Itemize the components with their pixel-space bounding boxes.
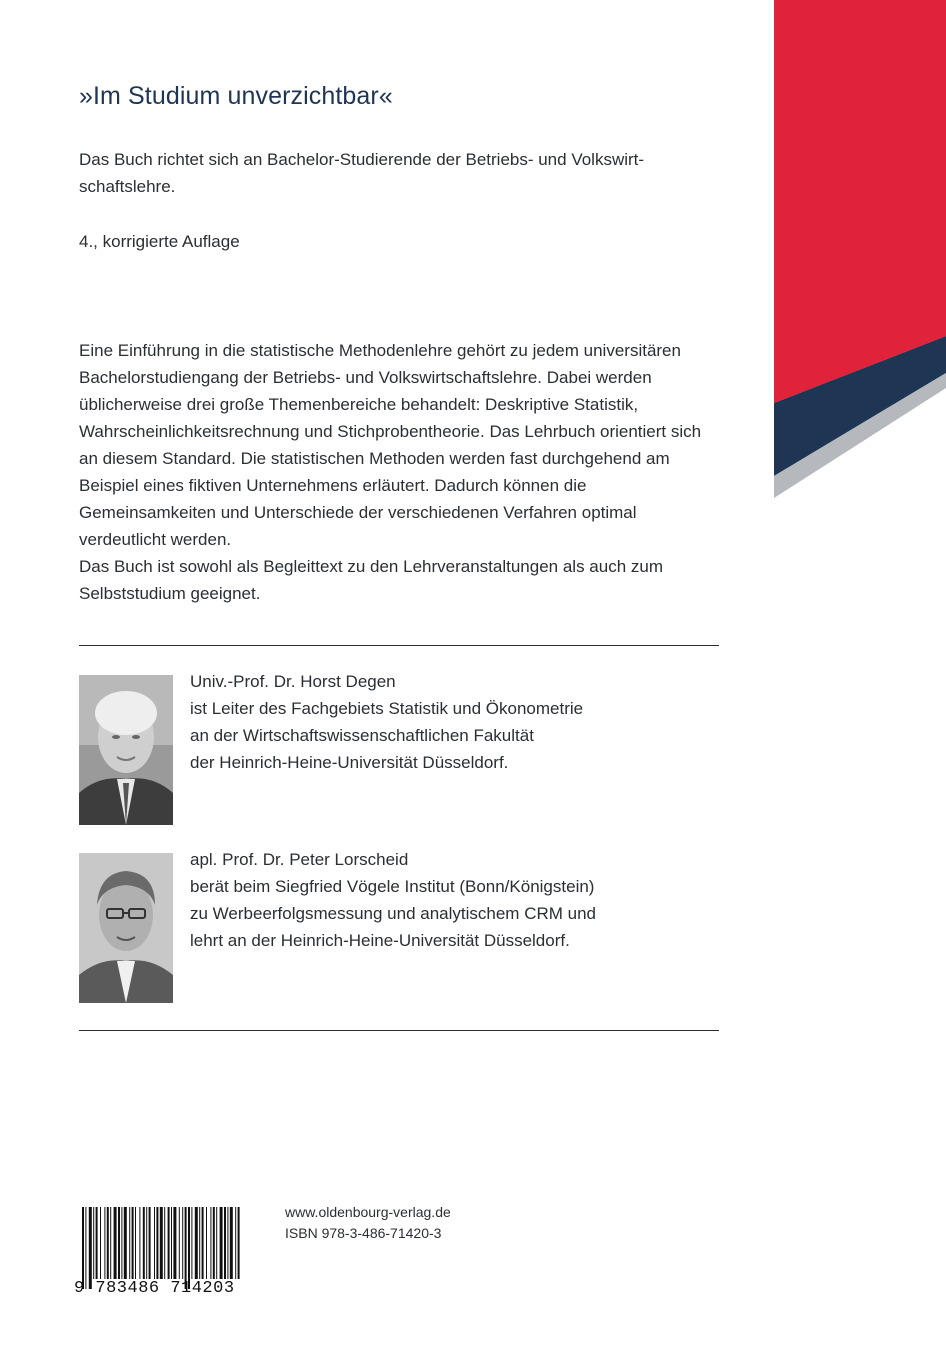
author-bio-lorscheid bbox=[190, 846, 596, 954]
barcode-bar bbox=[85, 1207, 86, 1289]
divider-bottom bbox=[79, 1030, 719, 1031]
barcode-bar bbox=[182, 1207, 183, 1279]
barcode-bar bbox=[171, 1207, 172, 1279]
barcode-bar bbox=[179, 1207, 180, 1279]
publisher-info bbox=[285, 1202, 451, 1244]
author-bio-line: lehrt an der Heinrich-Heine-Universität Düsseldorf. bbox=[190, 931, 570, 950]
barcode-bar bbox=[96, 1207, 98, 1279]
barcode-bar bbox=[188, 1207, 190, 1289]
author-name: apl. Prof. Dr. Peter Lorscheid bbox=[190, 850, 409, 869]
edition-text: 4., korrigierte Auflage bbox=[79, 232, 240, 251]
barcode-bar bbox=[160, 1207, 163, 1279]
author-bio-line: zu Werbeerfolgsmessung und analytischem CRM und bbox=[190, 904, 596, 923]
divider-top bbox=[79, 645, 719, 646]
barcode-bar bbox=[216, 1207, 217, 1279]
barcode-bar bbox=[210, 1207, 211, 1279]
barcode-bar bbox=[93, 1207, 94, 1279]
author-bio-line: an der Wirtschaftswissenschaftlichen Fakultät bbox=[190, 726, 534, 745]
author-bio-line: ist Leiter des Fachgebiets Statistik und Ökonometrie bbox=[190, 699, 584, 718]
barcode-bar bbox=[154, 1207, 155, 1279]
barcode-bar bbox=[149, 1207, 151, 1279]
barcode-bar bbox=[129, 1207, 130, 1279]
cover-brand-band bbox=[774, 0, 946, 500]
barcode-digits: 9 783486 714203 bbox=[74, 1279, 235, 1298]
barcode-bar bbox=[146, 1207, 147, 1279]
barcode-bar bbox=[139, 1207, 140, 1279]
author-bio-line: berät beim Siegfried Vögele Institut (Bonn/Königstein) bbox=[190, 877, 595, 896]
author-bio-line: der Heinrich-Heine-Universität Düsseldorf. bbox=[190, 753, 509, 772]
barcode-bar bbox=[230, 1207, 233, 1279]
barcode-bar bbox=[118, 1207, 120, 1279]
barcode-bar bbox=[195, 1207, 198, 1279]
barcode-bar bbox=[100, 1207, 101, 1279]
book-description: Eine Einführung in die statistische Methodenlehre gehört zu jedem universitären Bachelorstudiengang der Betriebs- und Volkswirtschaftslehre. Dabei werden üblicherweise drei große Themenbereiche behandelt: Deskriptive Statistik, Wahrscheinlichkeitsrechnung und Stichprobentheorie. Das Lehrbuch orientiert sich an diesem Standard. Die statistischen Methoden werden fast durchgehend am Beispiel eines fiktiven Unternehmens erläutert. Dadurch können die Gemeinsamkeiten und Unterschiede der verschiedenen Verfahren optimal verdeutlicht werden. Das Buch ist sowohl als Begleittext zu den Lehrveranstaltungen als auch zum Selbststudium geeignet. bbox=[79, 341, 702, 603]
barcode-bar bbox=[104, 1207, 105, 1279]
barcode-bar bbox=[143, 1207, 145, 1279]
barcode-bar bbox=[89, 1207, 92, 1289]
barcode-bar bbox=[199, 1207, 200, 1279]
barcode-bar bbox=[224, 1207, 226, 1279]
barcode-bar bbox=[121, 1207, 122, 1279]
barcode-bar bbox=[156, 1207, 158, 1279]
barcode-bar bbox=[191, 1207, 192, 1279]
barcode-bar bbox=[124, 1207, 127, 1279]
barcode-bar bbox=[220, 1207, 223, 1279]
barcode-bar bbox=[238, 1207, 240, 1279]
tagline: »Im Studium unverzichtbar« bbox=[79, 82, 393, 110]
red-band bbox=[774, 0, 946, 403]
barcode-bar bbox=[110, 1207, 111, 1279]
author-name: Univ.-Prof. Dr. Horst Degen bbox=[190, 672, 396, 691]
barcode-bar bbox=[235, 1207, 236, 1279]
barcode-bar bbox=[107, 1207, 109, 1279]
barcode-bar bbox=[135, 1207, 136, 1279]
barcode-bar bbox=[132, 1207, 134, 1279]
barcode-bar bbox=[168, 1207, 170, 1279]
barcode-bar bbox=[164, 1207, 165, 1279]
barcode-bar bbox=[227, 1207, 228, 1279]
barcode-bar bbox=[173, 1207, 176, 1279]
author-photo-lorscheid bbox=[79, 853, 173, 1003]
barcode-bar bbox=[82, 1207, 84, 1289]
barcode-bar bbox=[206, 1207, 207, 1279]
isbn-text: ISBN 978-3-486-71420-3 bbox=[285, 1225, 442, 1241]
author-photo-degen bbox=[79, 675, 173, 825]
barcode-bar bbox=[185, 1207, 187, 1289]
barcode-bar bbox=[114, 1207, 117, 1279]
intro-text: Das Buch richtet sich an Bachelor-Studierende der Betriebs- und Volkswirtschaftslehre. bbox=[79, 150, 645, 196]
publisher-url[interactable]: www.oldenbourg-verlag.de bbox=[285, 1204, 451, 1220]
barcode-bar bbox=[202, 1207, 204, 1279]
barcode-bar bbox=[213, 1207, 215, 1279]
author-bio-degen bbox=[190, 668, 583, 776]
